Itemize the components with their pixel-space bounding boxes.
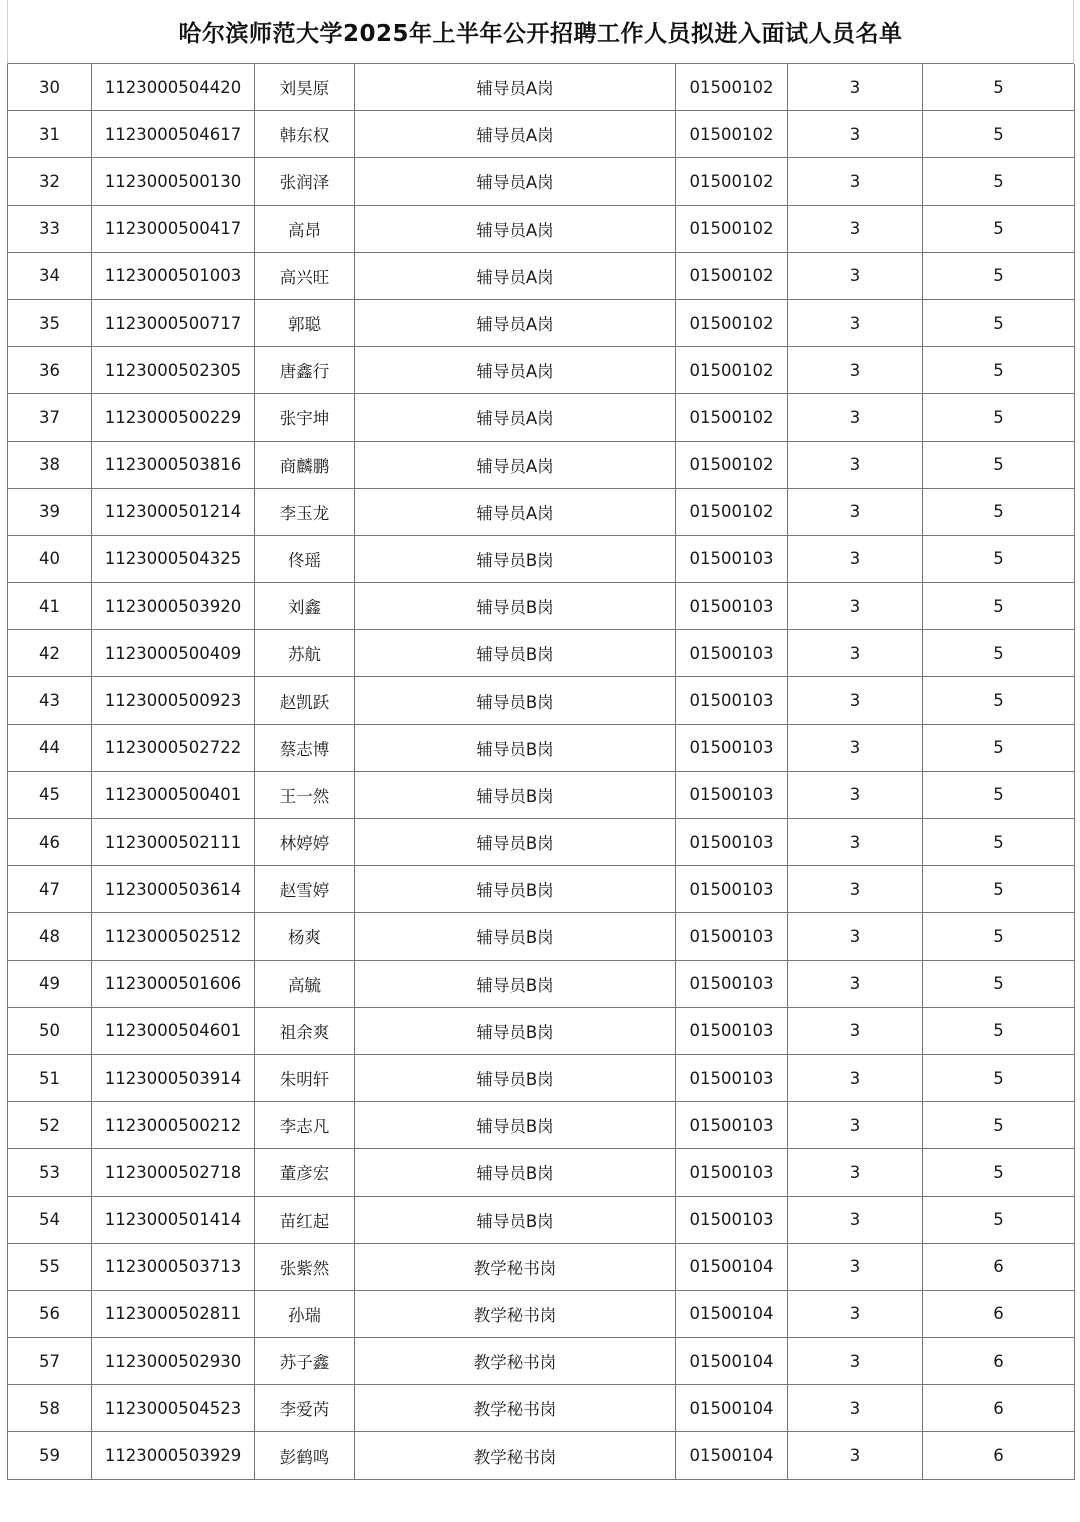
count-cell: 5 xyxy=(923,488,1075,535)
table-row xyxy=(8,1196,1075,1243)
table-row xyxy=(8,1385,1075,1432)
count-cell: 6 xyxy=(923,1290,1075,1337)
table-row xyxy=(8,441,1075,488)
name-cell: 王一然 xyxy=(255,771,355,818)
candidate-id-cell: 1123000500409 xyxy=(92,630,255,677)
table-row xyxy=(8,158,1075,205)
ratio-cell: 3 xyxy=(788,771,923,818)
candidate-id-cell: 1123000501606 xyxy=(92,960,255,1007)
ratio-cell: 3 xyxy=(788,205,923,252)
candidate-id-cell: 1123000504325 xyxy=(92,535,255,582)
count-cell: 5 xyxy=(923,677,1075,724)
ratio-cell: 3 xyxy=(788,252,923,299)
ratio-cell: 3 xyxy=(788,1102,923,1149)
count-cell: 5 xyxy=(923,819,1075,866)
candidate-table xyxy=(7,64,1075,1480)
position-cell: 辅导员B岗 xyxy=(355,1054,676,1101)
ratio-cell: 3 xyxy=(788,583,923,630)
row-number-cell: 35 xyxy=(8,299,92,346)
row-number-cell: 39 xyxy=(8,488,92,535)
table-row xyxy=(8,771,1075,818)
count-cell: 5 xyxy=(923,866,1075,913)
count-cell: 5 xyxy=(923,205,1075,252)
row-number-cell: 31 xyxy=(8,111,92,158)
page-title: 哈尔滨师范大学2025年上半年公开招聘工作人员拟进入面试人员名单 xyxy=(178,21,903,47)
name-cell: 李志凡 xyxy=(255,1102,355,1149)
position-code-cell: 01500103 xyxy=(676,630,788,677)
table-row xyxy=(8,299,1075,346)
table-row xyxy=(8,1290,1075,1337)
ratio-cell: 3 xyxy=(788,1196,923,1243)
candidate-id-cell: 1123000503816 xyxy=(92,441,255,488)
count-cell: 5 xyxy=(923,630,1075,677)
row-number-cell: 38 xyxy=(8,441,92,488)
name-cell: 李玉龙 xyxy=(255,488,355,535)
count-cell: 5 xyxy=(923,158,1075,205)
ratio-cell: 3 xyxy=(788,394,923,441)
row-number-cell: 46 xyxy=(8,819,92,866)
name-cell: 韩东权 xyxy=(255,111,355,158)
table-row xyxy=(8,630,1075,677)
position-code-cell: 01500103 xyxy=(676,724,788,771)
ratio-cell: 3 xyxy=(788,347,923,394)
position-code-cell: 01500104 xyxy=(676,1290,788,1337)
count-cell: 5 xyxy=(923,394,1075,441)
row-number-cell: 53 xyxy=(8,1149,92,1196)
name-cell: 张紫然 xyxy=(255,1243,355,1290)
count-cell: 5 xyxy=(923,1196,1075,1243)
name-cell: 唐鑫行 xyxy=(255,347,355,394)
name-cell: 苗红起 xyxy=(255,1196,355,1243)
position-cell: 辅导员A岗 xyxy=(355,488,676,535)
position-code-cell: 01500102 xyxy=(676,441,788,488)
row-number-cell: 33 xyxy=(8,205,92,252)
position-cell: 辅导员B岗 xyxy=(355,1007,676,1054)
position-code-cell: 01500103 xyxy=(676,1196,788,1243)
ratio-cell: 3 xyxy=(788,1290,923,1337)
name-cell: 刘鑫 xyxy=(255,583,355,630)
name-cell: 刘昊原 xyxy=(255,64,355,111)
position-code-cell: 01500103 xyxy=(676,771,788,818)
ratio-cell: 3 xyxy=(788,1054,923,1101)
ratio-cell: 3 xyxy=(788,441,923,488)
position-code-cell: 01500103 xyxy=(676,960,788,1007)
row-number-cell: 40 xyxy=(8,535,92,582)
ratio-cell: 3 xyxy=(788,299,923,346)
ratio-cell: 3 xyxy=(788,535,923,582)
candidate-id-cell: 1123000500401 xyxy=(92,771,255,818)
candidate-id-cell: 1123000503713 xyxy=(92,1243,255,1290)
position-code-cell: 01500103 xyxy=(676,913,788,960)
position-code-cell: 01500102 xyxy=(676,111,788,158)
row-number-cell: 36 xyxy=(8,347,92,394)
name-cell: 赵雪婷 xyxy=(255,866,355,913)
count-cell: 6 xyxy=(923,1432,1075,1479)
position-cell: 辅导员B岗 xyxy=(355,677,676,724)
candidate-id-cell: 1123000500717 xyxy=(92,299,255,346)
position-code-cell: 01500104 xyxy=(676,1385,788,1432)
position-cell: 辅导员B岗 xyxy=(355,960,676,1007)
name-cell: 李爱芮 xyxy=(255,1385,355,1432)
row-number-cell: 51 xyxy=(8,1054,92,1101)
row-number-cell: 47 xyxy=(8,866,92,913)
position-cell: 辅导员B岗 xyxy=(355,724,676,771)
candidate-id-cell: 1123000504601 xyxy=(92,1007,255,1054)
row-number-cell: 41 xyxy=(8,583,92,630)
candidate-id-cell: 1123000504617 xyxy=(92,111,255,158)
ratio-cell: 3 xyxy=(788,677,923,724)
candidate-id-cell: 1123000504420 xyxy=(92,64,255,111)
row-number-cell: 54 xyxy=(8,1196,92,1243)
ratio-cell: 3 xyxy=(788,819,923,866)
position-cell: 辅导员A岗 xyxy=(355,347,676,394)
ratio-cell: 3 xyxy=(788,111,923,158)
table-row xyxy=(8,866,1075,913)
candidate-id-cell: 1123000500417 xyxy=(92,205,255,252)
name-cell: 蔡志博 xyxy=(255,724,355,771)
name-cell: 孙瑞 xyxy=(255,1290,355,1337)
candidate-id-cell: 1123000504523 xyxy=(92,1385,255,1432)
ratio-cell: 3 xyxy=(788,1007,923,1054)
ratio-cell: 3 xyxy=(788,488,923,535)
position-code-cell: 01500102 xyxy=(676,64,788,111)
ratio-cell: 3 xyxy=(788,158,923,205)
table-row xyxy=(8,1054,1075,1101)
name-cell: 祖余爽 xyxy=(255,1007,355,1054)
position-cell: 辅导员A岗 xyxy=(355,158,676,205)
count-cell: 5 xyxy=(923,111,1075,158)
candidate-id-cell: 1123000502718 xyxy=(92,1149,255,1196)
position-code-cell: 01500103 xyxy=(676,535,788,582)
row-number-cell: 45 xyxy=(8,771,92,818)
ratio-cell: 3 xyxy=(788,64,923,111)
ratio-cell: 3 xyxy=(788,1149,923,1196)
count-cell: 5 xyxy=(923,64,1075,111)
position-cell: 辅导员B岗 xyxy=(355,771,676,818)
name-cell: 高昂 xyxy=(255,205,355,252)
position-cell: 辅导员B岗 xyxy=(355,535,676,582)
count-cell: 5 xyxy=(923,1102,1075,1149)
position-code-cell: 01500102 xyxy=(676,252,788,299)
count-cell: 5 xyxy=(923,960,1075,1007)
ratio-cell: 3 xyxy=(788,1385,923,1432)
position-cell: 辅导员A岗 xyxy=(355,205,676,252)
name-cell: 张润泽 xyxy=(255,158,355,205)
name-cell: 商麟鹏 xyxy=(255,441,355,488)
candidate-id-cell: 1123000500923 xyxy=(92,677,255,724)
position-cell: 辅导员B岗 xyxy=(355,866,676,913)
position-code-cell: 01500103 xyxy=(676,1054,788,1101)
position-code-cell: 01500104 xyxy=(676,1338,788,1385)
count-cell: 5 xyxy=(923,347,1075,394)
ratio-cell: 3 xyxy=(788,1243,923,1290)
position-code-cell: 01500102 xyxy=(676,488,788,535)
position-cell: 辅导员B岗 xyxy=(355,913,676,960)
position-code-cell: 01500104 xyxy=(676,1243,788,1290)
candidate-id-cell: 1123000502930 xyxy=(92,1338,255,1385)
title-row xyxy=(7,0,1074,64)
table-row xyxy=(8,1149,1075,1196)
name-cell: 佟瑶 xyxy=(255,535,355,582)
count-cell: 5 xyxy=(923,1054,1075,1101)
name-cell: 林婷婷 xyxy=(255,819,355,866)
count-cell: 5 xyxy=(923,771,1075,818)
row-number-cell: 55 xyxy=(8,1243,92,1290)
row-number-cell: 34 xyxy=(8,252,92,299)
ratio-cell: 3 xyxy=(788,1432,923,1479)
candidate-id-cell: 1123000503920 xyxy=(92,583,255,630)
name-cell: 苏航 xyxy=(255,630,355,677)
position-code-cell: 01500102 xyxy=(676,158,788,205)
position-cell: 辅导员A岗 xyxy=(355,111,676,158)
ratio-cell: 3 xyxy=(788,866,923,913)
row-number-cell: 56 xyxy=(8,1290,92,1337)
row-number-cell: 30 xyxy=(8,64,92,111)
position-cell: 教学秘书岗 xyxy=(355,1432,676,1479)
count-cell: 5 xyxy=(923,1007,1075,1054)
name-cell: 朱明轩 xyxy=(255,1054,355,1101)
name-cell: 高兴旺 xyxy=(255,252,355,299)
position-cell: 辅导员B岗 xyxy=(355,819,676,866)
ratio-cell: 3 xyxy=(788,630,923,677)
table-body xyxy=(8,64,1075,1479)
position-cell: 辅导员B岗 xyxy=(355,583,676,630)
row-number-cell: 59 xyxy=(8,1432,92,1479)
position-cell: 辅导员A岗 xyxy=(355,252,676,299)
table-row xyxy=(8,488,1075,535)
position-code-cell: 01500103 xyxy=(676,1149,788,1196)
candidate-id-cell: 1123000502811 xyxy=(92,1290,255,1337)
name-cell: 郭聪 xyxy=(255,299,355,346)
count-cell: 5 xyxy=(923,583,1075,630)
position-code-cell: 01500102 xyxy=(676,394,788,441)
candidate-id-cell: 1123000503914 xyxy=(92,1054,255,1101)
count-cell: 5 xyxy=(923,441,1075,488)
candidate-id-cell: 1123000500212 xyxy=(92,1102,255,1149)
name-cell: 杨爽 xyxy=(255,913,355,960)
candidate-id-cell: 1123000500229 xyxy=(92,394,255,441)
row-number-cell: 58 xyxy=(8,1385,92,1432)
table-row xyxy=(8,535,1075,582)
position-cell: 辅导员B岗 xyxy=(355,630,676,677)
table-row xyxy=(8,347,1075,394)
table-row xyxy=(8,1007,1075,1054)
candidate-id-cell: 1123000501414 xyxy=(92,1196,255,1243)
row-number-cell: 44 xyxy=(8,724,92,771)
table-row xyxy=(8,394,1075,441)
position-cell: 辅导员B岗 xyxy=(355,1102,676,1149)
count-cell: 6 xyxy=(923,1338,1075,1385)
candidate-id-cell: 1123000502111 xyxy=(92,819,255,866)
candidate-id-cell: 1123000502305 xyxy=(92,347,255,394)
row-number-cell: 49 xyxy=(8,960,92,1007)
ratio-cell: 3 xyxy=(788,913,923,960)
table-row xyxy=(8,1338,1075,1385)
position-code-cell: 01500103 xyxy=(676,866,788,913)
candidate-id-cell: 1123000501003 xyxy=(92,252,255,299)
table-row xyxy=(8,1432,1075,1479)
count-cell: 6 xyxy=(923,1243,1075,1290)
table-row xyxy=(8,1102,1075,1149)
name-cell: 张宇坤 xyxy=(255,394,355,441)
table-row xyxy=(8,111,1075,158)
count-cell: 5 xyxy=(923,252,1075,299)
position-code-cell: 01500102 xyxy=(676,347,788,394)
position-cell: 辅导员A岗 xyxy=(355,394,676,441)
table-row xyxy=(8,1243,1075,1290)
table-row xyxy=(8,819,1075,866)
position-code-cell: 01500102 xyxy=(676,299,788,346)
position-code-cell: 01500102 xyxy=(676,205,788,252)
table-row xyxy=(8,252,1075,299)
position-code-cell: 01500103 xyxy=(676,819,788,866)
count-cell: 5 xyxy=(923,1149,1075,1196)
position-cell: 辅导员A岗 xyxy=(355,441,676,488)
table-row xyxy=(8,724,1075,771)
candidate-id-cell: 1123000503614 xyxy=(92,866,255,913)
position-cell: 教学秘书岗 xyxy=(355,1290,676,1337)
ratio-cell: 3 xyxy=(788,724,923,771)
row-number-cell: 48 xyxy=(8,913,92,960)
table-row xyxy=(8,205,1075,252)
row-number-cell: 42 xyxy=(8,630,92,677)
position-cell: 辅导员B岗 xyxy=(355,1149,676,1196)
position-code-cell: 01500103 xyxy=(676,583,788,630)
candidate-id-cell: 1123000502722 xyxy=(92,724,255,771)
position-cell: 辅导员B岗 xyxy=(355,1196,676,1243)
row-number-cell: 37 xyxy=(8,394,92,441)
position-code-cell: 01500103 xyxy=(676,677,788,724)
table-row xyxy=(8,960,1075,1007)
position-cell: 辅导员A岗 xyxy=(355,299,676,346)
candidate-id-cell: 1123000500130 xyxy=(92,158,255,205)
count-cell: 5 xyxy=(923,299,1075,346)
count-cell: 6 xyxy=(923,1385,1075,1432)
candidate-id-cell: 1123000502512 xyxy=(92,913,255,960)
name-cell: 赵凯跃 xyxy=(255,677,355,724)
table-row xyxy=(8,64,1075,111)
row-number-cell: 32 xyxy=(8,158,92,205)
table-row xyxy=(8,677,1075,724)
ratio-cell: 3 xyxy=(788,1338,923,1385)
table-row xyxy=(8,583,1075,630)
row-number-cell: 50 xyxy=(8,1007,92,1054)
candidate-id-cell: 1123000501214 xyxy=(92,488,255,535)
name-cell: 高毓 xyxy=(255,960,355,1007)
row-number-cell: 43 xyxy=(8,677,92,724)
row-number-cell: 52 xyxy=(8,1102,92,1149)
count-cell: 5 xyxy=(923,535,1075,582)
name-cell: 苏子鑫 xyxy=(255,1338,355,1385)
position-cell: 教学秘书岗 xyxy=(355,1243,676,1290)
position-cell: 辅导员A岗 xyxy=(355,64,676,111)
name-cell: 彭鹤鸣 xyxy=(255,1432,355,1479)
count-cell: 5 xyxy=(923,724,1075,771)
table-row xyxy=(8,913,1075,960)
position-code-cell: 01500103 xyxy=(676,1102,788,1149)
position-code-cell: 01500103 xyxy=(676,1007,788,1054)
position-cell: 教学秘书岗 xyxy=(355,1385,676,1432)
candidate-id-cell: 1123000503929 xyxy=(92,1432,255,1479)
name-cell: 董彦宏 xyxy=(255,1149,355,1196)
count-cell: 5 xyxy=(923,913,1075,960)
ratio-cell: 3 xyxy=(788,960,923,1007)
position-cell: 教学秘书岗 xyxy=(355,1338,676,1385)
row-number-cell: 57 xyxy=(8,1338,92,1385)
candidate-list-sheet xyxy=(7,0,1074,1480)
position-code-cell: 01500104 xyxy=(676,1432,788,1479)
